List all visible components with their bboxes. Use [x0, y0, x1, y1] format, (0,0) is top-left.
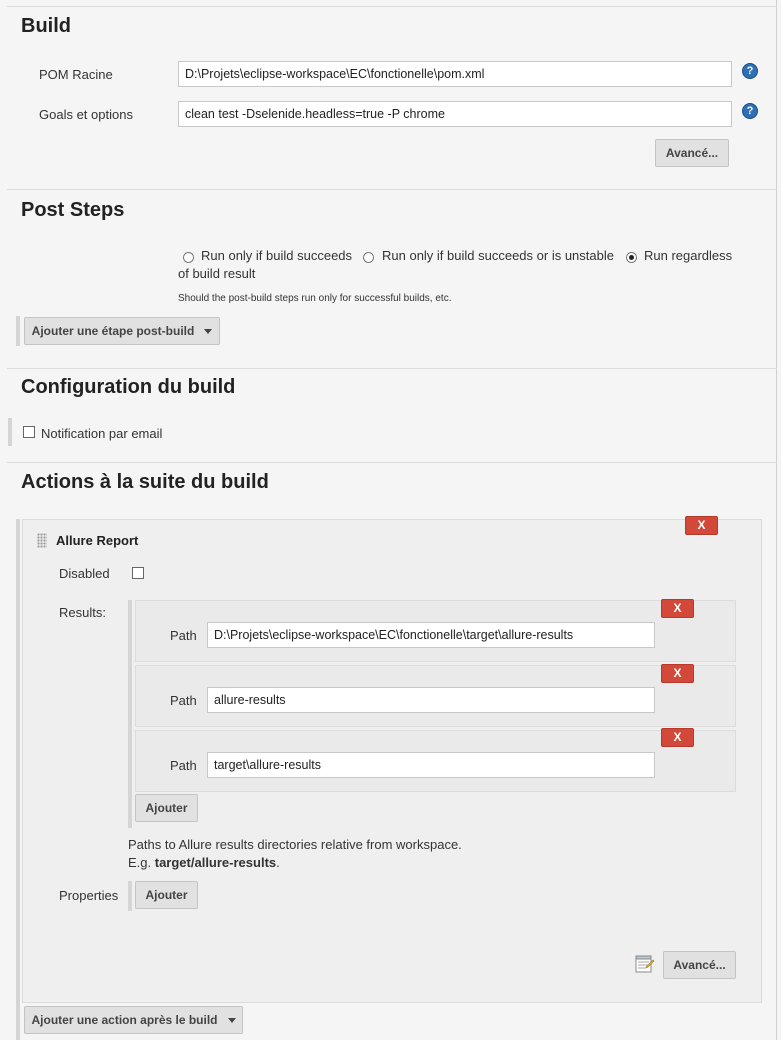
chevron-down-icon [228, 1018, 236, 1023]
add-post-build-step-button[interactable] [24, 317, 220, 345]
post-build-bar [16, 519, 20, 1040]
results-help-line1: Paths to Allure results directories relative from workspace. [128, 837, 462, 852]
radio-success-or-unstable[interactable] [363, 252, 374, 263]
allure-report-title: Allure Report [56, 533, 139, 548]
email-notification-label: Notification par email [41, 426, 163, 441]
divider-post-build [7, 462, 777, 463]
results-bar [128, 600, 132, 828]
delete-path-button[interactable]: X [661, 664, 694, 683]
email-notification-checkbox[interactable] [23, 426, 35, 438]
radio-regardless-label-cont: of build result [178, 266, 256, 281]
section-title-build-config: Configuration du build [21, 376, 236, 398]
section-title-build: Build [21, 15, 71, 37]
radio-regardless-label: Run regardless [644, 248, 733, 263]
radio-success-or-unstable-label: Run only if build succeeds or is unstable [382, 248, 614, 263]
divider-post-steps [7, 189, 777, 190]
build-advanced-button[interactable]: Avancé... [655, 139, 729, 167]
drag-handle-icon[interactable] [37, 533, 47, 548]
results-help-line2 [128, 855, 280, 870]
help-example-path: target/allure-results [154, 855, 277, 870]
properties-label: Properties [59, 888, 119, 903]
pom-input[interactable]: D:\Projets\eclipse-workspace\EC\fonctionelle\pom.xml [178, 61, 732, 87]
path-input[interactable]: D:\Projets\eclipse-workspace\EC\fonctionelle\target\allure-results [207, 622, 655, 648]
pom-help-icon[interactable]: ? [742, 63, 758, 79]
right-border [776, 0, 777, 1040]
radio-regardless[interactable] [626, 252, 637, 263]
delete-allure-report-button[interactable]: X [685, 516, 718, 535]
top-divider [7, 6, 777, 7]
allure-advanced-button[interactable]: Avancé... [663, 951, 736, 979]
goals-label: Goals et options [39, 107, 133, 122]
radio-success-only-label: Run only if build succeeds [201, 248, 353, 263]
add-post-build-action-button[interactable] [24, 1006, 243, 1034]
disabled-checkbox[interactable] [132, 567, 144, 579]
build-config-bar [8, 418, 12, 446]
section-title-post-steps: Post Steps [21, 199, 125, 221]
path-input[interactable]: allure-results [207, 687, 655, 713]
delete-path-button[interactable]: X [661, 728, 694, 747]
pom-label: POM Racine [39, 67, 113, 82]
delete-path-button[interactable]: X [661, 599, 694, 618]
disabled-label: Disabled [59, 566, 110, 581]
add-path-button[interactable]: Ajouter [135, 794, 198, 822]
chevron-down-icon [204, 329, 212, 334]
results-label: Results: [59, 605, 106, 620]
section-title-post-build: Actions à la suite du build [21, 471, 269, 493]
help-example-prefix: E.g. [128, 855, 155, 870]
path-label: Path [170, 693, 197, 708]
path-label: Path [170, 758, 197, 773]
goals-input[interactable]: clean test -Dselenide.headless=true -P chrome [178, 101, 732, 127]
path-label: Path [170, 628, 197, 643]
divider-build-config [7, 368, 777, 369]
notepad-icon[interactable] [634, 953, 655, 973]
help-example-suffix: . [276, 855, 280, 870]
add-post-build-step-label: Ajouter une étape post-build [31, 324, 195, 338]
radio-success-only[interactable] [183, 252, 194, 263]
add-post-build-action-label: Ajouter une action après le build [31, 1013, 218, 1027]
post-steps-bar [16, 316, 20, 346]
path-input[interactable]: target\allure-results [207, 752, 655, 778]
properties-bar [128, 881, 132, 911]
goals-help-icon[interactable]: ? [742, 103, 758, 119]
post-steps-hint: Should the post-build steps run only for successful builds, etc. [178, 293, 452, 304]
add-property-button[interactable]: Ajouter [135, 881, 198, 909]
